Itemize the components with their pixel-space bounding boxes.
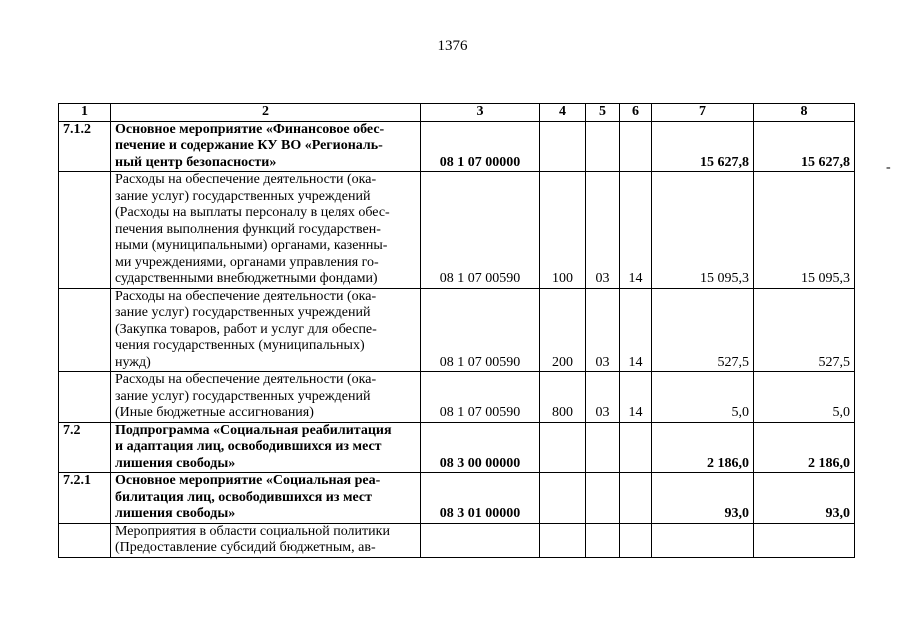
row-number: 7.2.1 xyxy=(59,473,111,524)
row-number: 7.1.2 xyxy=(59,121,111,172)
row-number xyxy=(59,172,111,289)
row-description-cell xyxy=(111,121,421,172)
table-row xyxy=(59,121,855,172)
header-col-5: 5 xyxy=(586,104,620,122)
row-col-5: 03 xyxy=(586,172,620,289)
row-number xyxy=(59,288,111,372)
row-amount-7: 527,5 xyxy=(652,288,754,372)
row-amount-8: 527,5 xyxy=(754,288,855,372)
row-col-5 xyxy=(586,121,620,172)
row-amount-8 xyxy=(754,523,855,557)
row-description-cell xyxy=(111,372,421,423)
row-description: Мероприятия в области социальной политики (Предоставление субсидий бюджетным, ав- xyxy=(115,523,390,555)
row-amount-8: 15 095,3 xyxy=(754,172,855,289)
header-col-2: 2 xyxy=(111,104,421,122)
table-row xyxy=(59,172,855,289)
row-code: 08 1 07 00000 xyxy=(421,121,540,172)
row-amount-7: 93,0 xyxy=(652,473,754,524)
row-amount-8: 93,0 xyxy=(754,473,855,524)
row-col-6: 14 xyxy=(620,288,652,372)
row-code: 08 1 07 00590 xyxy=(421,172,540,289)
header-col-6: 6 xyxy=(620,104,652,122)
row-col-6 xyxy=(620,473,652,524)
row-code: 08 3 00 00000 xyxy=(421,422,540,473)
row-col-4 xyxy=(540,422,586,473)
row-col-4: 100 xyxy=(540,172,586,289)
row-description: Расходы на обеспечение деятельности (ока- зание услуг) государственных учреждений (Иные бюджетные ассигнования) xyxy=(115,372,377,420)
row-col-5 xyxy=(586,473,620,524)
row-amount-7: 5,0 xyxy=(652,372,754,423)
row-amount-8: 2 186,0 xyxy=(754,422,855,473)
page-number: 1376 xyxy=(437,38,468,54)
row-amount-7 xyxy=(652,523,754,557)
row-col-4 xyxy=(540,473,586,524)
margin-mark: - xyxy=(886,160,891,175)
row-amount-8: 5,0 xyxy=(754,372,855,423)
row-col-5 xyxy=(586,523,620,557)
row-col-4: 800 xyxy=(540,372,586,423)
row-col-6 xyxy=(620,422,652,473)
row-code: 08 1 07 00590 xyxy=(421,288,540,372)
row-col-6: 14 xyxy=(620,372,652,423)
row-description-cell xyxy=(111,473,421,524)
table-row xyxy=(59,288,855,372)
header-col-7: 7 xyxy=(652,104,754,122)
row-col-5 xyxy=(586,422,620,473)
row-number xyxy=(59,372,111,423)
header-col-8: 8 xyxy=(754,104,855,122)
header-col-3: 3 xyxy=(421,104,540,122)
row-number xyxy=(59,523,111,557)
row-amount-8: 15 627,8 xyxy=(754,121,855,172)
row-description-cell xyxy=(111,523,421,557)
header-col-4: 4 xyxy=(540,104,586,122)
row-amount-7: 15 095,3 xyxy=(652,172,754,289)
row-amount-7: 2 186,0 xyxy=(652,422,754,473)
table-row xyxy=(59,473,855,524)
row-amount-7: 15 627,8 xyxy=(652,121,754,172)
header-col-1: 1 xyxy=(59,104,111,122)
row-col-4: 200 xyxy=(540,288,586,372)
table-row xyxy=(59,372,855,423)
row-col-5: 03 xyxy=(586,372,620,423)
row-description-cell xyxy=(111,172,421,289)
row-description: Основное мероприятие «Социальная реа- билитация лиц, освободившихся из мест лишения свободы» xyxy=(115,473,381,521)
row-description: Основное мероприятие «Финансовое обес- печение и содержание КУ ВО «Региональ- ный центр безопасности» xyxy=(115,121,385,170)
row-col-6 xyxy=(620,523,652,557)
row-description: Расходы на обеспечение деятельности (ока- зание услуг) государственных учреждений (Расходы на выплаты персоналу в целях обес- печения выполнения функций государствен- ными (муниципальными) органами, казенны- ми учреждениями, органами управления го- сударственными внебюджетными фондами) xyxy=(115,172,390,286)
budget-table xyxy=(58,103,855,558)
row-code: 08 1 07 00590 xyxy=(421,372,540,423)
row-code xyxy=(421,523,540,557)
row-description: Подпрограмма «Социальная реабилитация и адаптация лиц, освободившихся из мест лишения свободы» xyxy=(115,422,392,471)
table-row xyxy=(59,422,855,473)
row-col-6 xyxy=(620,121,652,172)
row-description-cell xyxy=(111,422,421,473)
row-col-4 xyxy=(540,121,586,172)
row-col-6: 14 xyxy=(620,172,652,289)
row-code: 08 3 01 00000 xyxy=(421,473,540,524)
row-description: Расходы на обеспечение деятельности (ока- зание услуг) государственных учреждений (Закупка товаров, работ и услуг для обеспе- чения государственных (муниципальных) нужд) xyxy=(115,288,377,370)
row-number: 7.2 xyxy=(59,422,111,473)
table-row xyxy=(59,523,855,557)
row-col-4 xyxy=(540,523,586,557)
row-col-5: 03 xyxy=(586,288,620,372)
row-description-cell xyxy=(111,288,421,372)
header-row xyxy=(59,104,855,122)
